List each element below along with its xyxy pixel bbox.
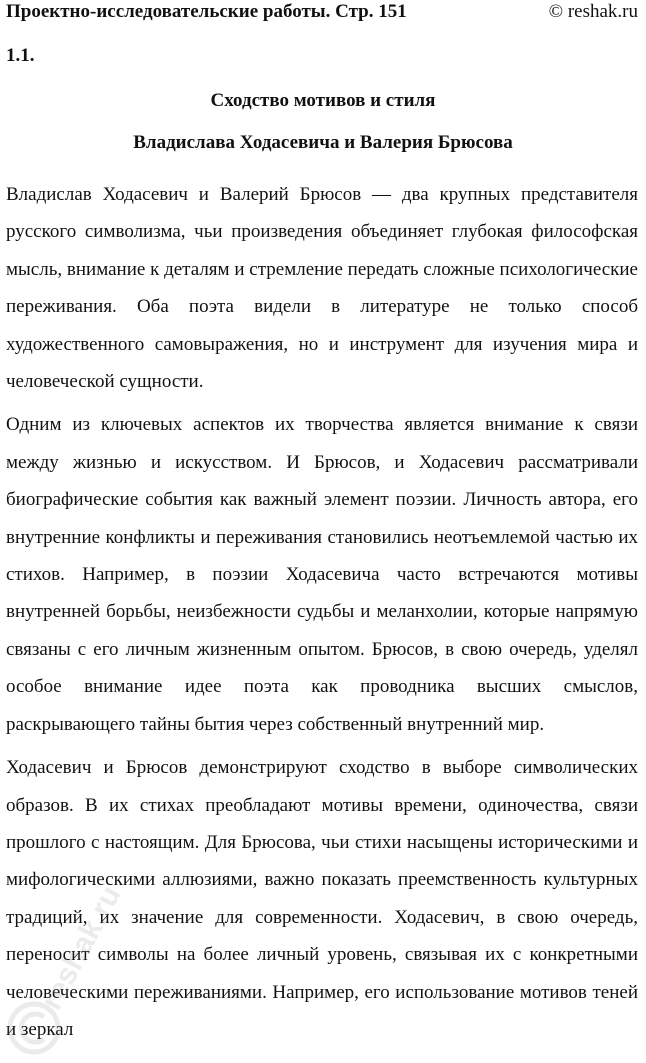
paragraph-1: Владислав Ходасевич и Валерий Брюсов — два крупных представителя русского символизма, чьи произведения объединяет глубокая философская мысль, внимание к деталям и стремление передать сложные психологические переживания. Оба поэта видели в литературе не только способ художественного самовыражения, но и инструмент для изучения мира и человеческой сущности. xyxy=(6,184,638,393)
header-title: Проектно-исследовательские работы. Стр. 151 xyxy=(6,1,407,22)
title-line-1: Сходство мотивов и стиля xyxy=(210,90,436,111)
paragraph-3: Ходасевич и Брюсов демонстрируют сходство в выборе символических образов. В их стихах преобладают мотивы времени, одиночества, связи прошлого с настоящим. Для Брюсова, чьи стихи насыщены историческими и мифологическими аллюзиями, важно показать преемственность культурных традиций, их значение для современности. Ходасевич, в свою очередь, переносит символы на более личный уровень, связывая их с конкретными человеческими переживаниями. Например, его использование мотивов теней и зеркал xyxy=(6,757,638,1040)
header-site-label: © reshak.ru xyxy=(548,1,638,22)
section-number: 1.1. xyxy=(6,45,35,66)
page-header xyxy=(6,0,638,24)
paragraph-2: Одним из ключевых аспектов их творчества является внимание к связи между жизнью и искусством. И Брюсов, и Ходасевич рассматривали биографические события как важный элемент поэзии. Личность автора, его внутренние конфликты и переживания становились неотъемлемой частью их стихов. Например, в поэзии Ходасевича часто встречаются мотивы внутренней борьбы, неизбежности судьбы и меланхолии, которые напрямую связаны с его личным жизненным опытом. Брюсов, в свою очередь, уделял особое внимание идее поэта как проводника высших смыслов, раскрывающего тайны бытия через собственный внутренний мир. xyxy=(6,414,638,735)
title-line-2: Владислава Ходасевича и Валерия Брюсова xyxy=(133,132,513,153)
body-text xyxy=(6,176,638,1054)
watermark-text: reshak.ru xyxy=(35,880,128,1016)
